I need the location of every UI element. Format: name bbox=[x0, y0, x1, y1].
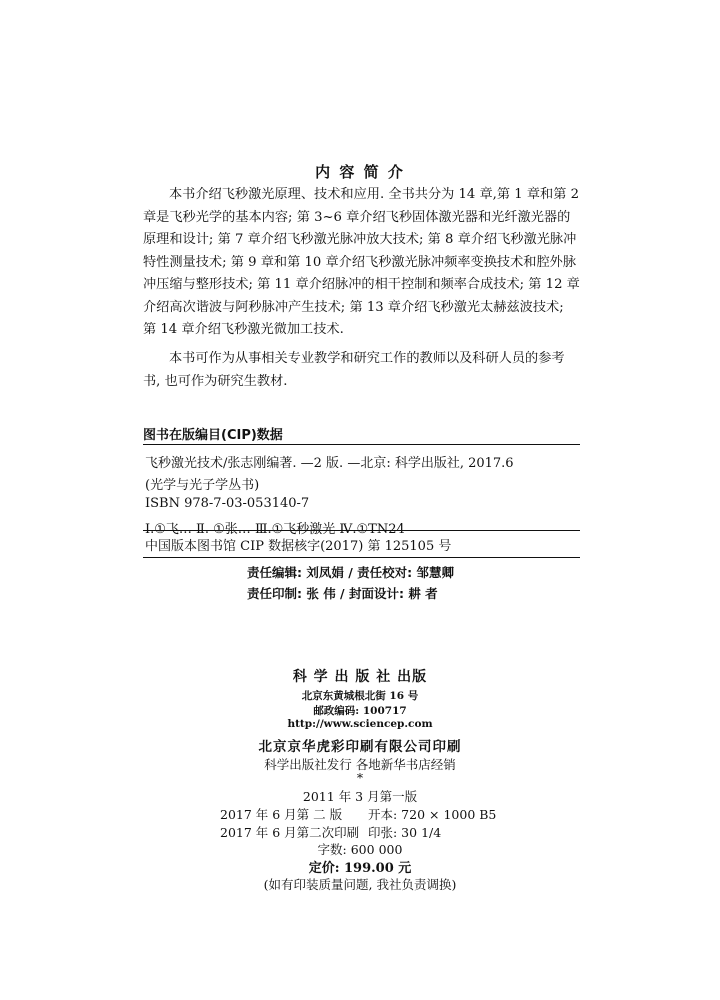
format-size: 开本: 720 × 1000 B5 bbox=[368, 807, 497, 822]
summary-line: 章是飞秒光学的基本内容; 第 3~6 章介绍飞秒固体激光器和光纤激光器的 bbox=[143, 209, 571, 225]
cip-line-isbn: ISBN 978-7-03-053140-7 bbox=[145, 496, 310, 511]
summary-line: 原理和设计; 第 7 章介绍飞秒激光脉冲放大技术; 第 8 章介绍飞秒激光脉冲 bbox=[143, 232, 577, 247]
cip-line-record: 中国版本图书馆 CIP 数据核字(2017) 第 125105 号 bbox=[145, 539, 452, 554]
summary-line: 书, 也可作为研究生教材. bbox=[143, 373, 288, 389]
print-sheets: 印张: 30 1/4 bbox=[368, 825, 442, 840]
summary-paragraph-1 bbox=[143, 184, 580, 342]
editors-line-1: 责任编辑: 刘凤娟 / 责任校对: 邹慧卿 bbox=[247, 565, 454, 580]
summary-line: 本书介绍飞秒激光原理、技术和应用. 全书共分为 14 章,第 1 章和第 2 bbox=[169, 187, 579, 202]
publisher-website: http://www.sciencep.com bbox=[287, 718, 433, 730]
summary-paragraph-2 bbox=[143, 348, 580, 393]
summary-line: 本书可作为从事相关专业教学和研究工作的教师以及科研人员的参考 bbox=[169, 351, 565, 366]
publisher-postcode: 邮政编码: 100717 bbox=[313, 705, 407, 717]
summary-line: 特性测量技术; 第 9 章和第 10 章介绍飞秒激光脉冲频率变换技术和腔外脉 bbox=[143, 254, 577, 270]
summary-line: 介绍高次谐波与阿秒脉冲产生技术; 第 13 章介绍飞秒激光太赫兹波技术; bbox=[143, 299, 564, 315]
publisher-address: 北京东黄城根北街 16 号 bbox=[301, 690, 419, 702]
cip-heading: 图书在版编目(CIP)数据 bbox=[143, 428, 283, 443]
summary-line: 第 14 章介绍飞秒激光微加工技术. bbox=[143, 322, 344, 337]
word-count: 字数: 600 000 bbox=[317, 842, 403, 857]
second-edition-date: 2017 年 6 月第 二 版 bbox=[220, 807, 343, 822]
summary-line: 冲压缩与整形技术; 第 11 章介绍脉冲的相干控制和频率合成技术; 第 12 章 bbox=[143, 277, 580, 292]
cip-line-classification: Ⅰ.①飞… Ⅱ. ①张… Ⅲ.①飞秒激光 Ⅳ.①TN24 bbox=[145, 522, 405, 537]
printer-name: 北京京华虎彩印刷有限公司印刷 bbox=[258, 739, 462, 755]
editors-line-2: 责任印制: 张 伟 / 封面设计: 耕 者 bbox=[247, 586, 438, 601]
summary-title: 内 容 简 介 bbox=[315, 163, 405, 181]
cip-line-title: 飞秒激光技术/张志刚编著. —2 版. —北京: 科学出版社, 2017.6 bbox=[145, 456, 514, 471]
cip-line-series: (光学与光子学丛书) bbox=[145, 478, 260, 493]
cip-top-rule bbox=[143, 444, 580, 445]
first-edition-line: 2011 年 3 月第一版 bbox=[302, 789, 418, 804]
publisher-name: 科 学 出 版 社 出版 bbox=[292, 669, 428, 685]
separator-star: * bbox=[356, 770, 364, 785]
cip-bottom-rule bbox=[143, 557, 580, 558]
price: 定价: 199.00 元 bbox=[308, 861, 412, 876]
second-printing-date: 2017 年 6 月第二次印刷 bbox=[220, 825, 360, 840]
cip-middle-rule bbox=[143, 530, 580, 531]
quality-notice: (如有印装质量问题, 我社负责调换) bbox=[263, 877, 457, 892]
distribution-line: 科学出版社发行 各地新华书店经销 bbox=[264, 757, 456, 772]
